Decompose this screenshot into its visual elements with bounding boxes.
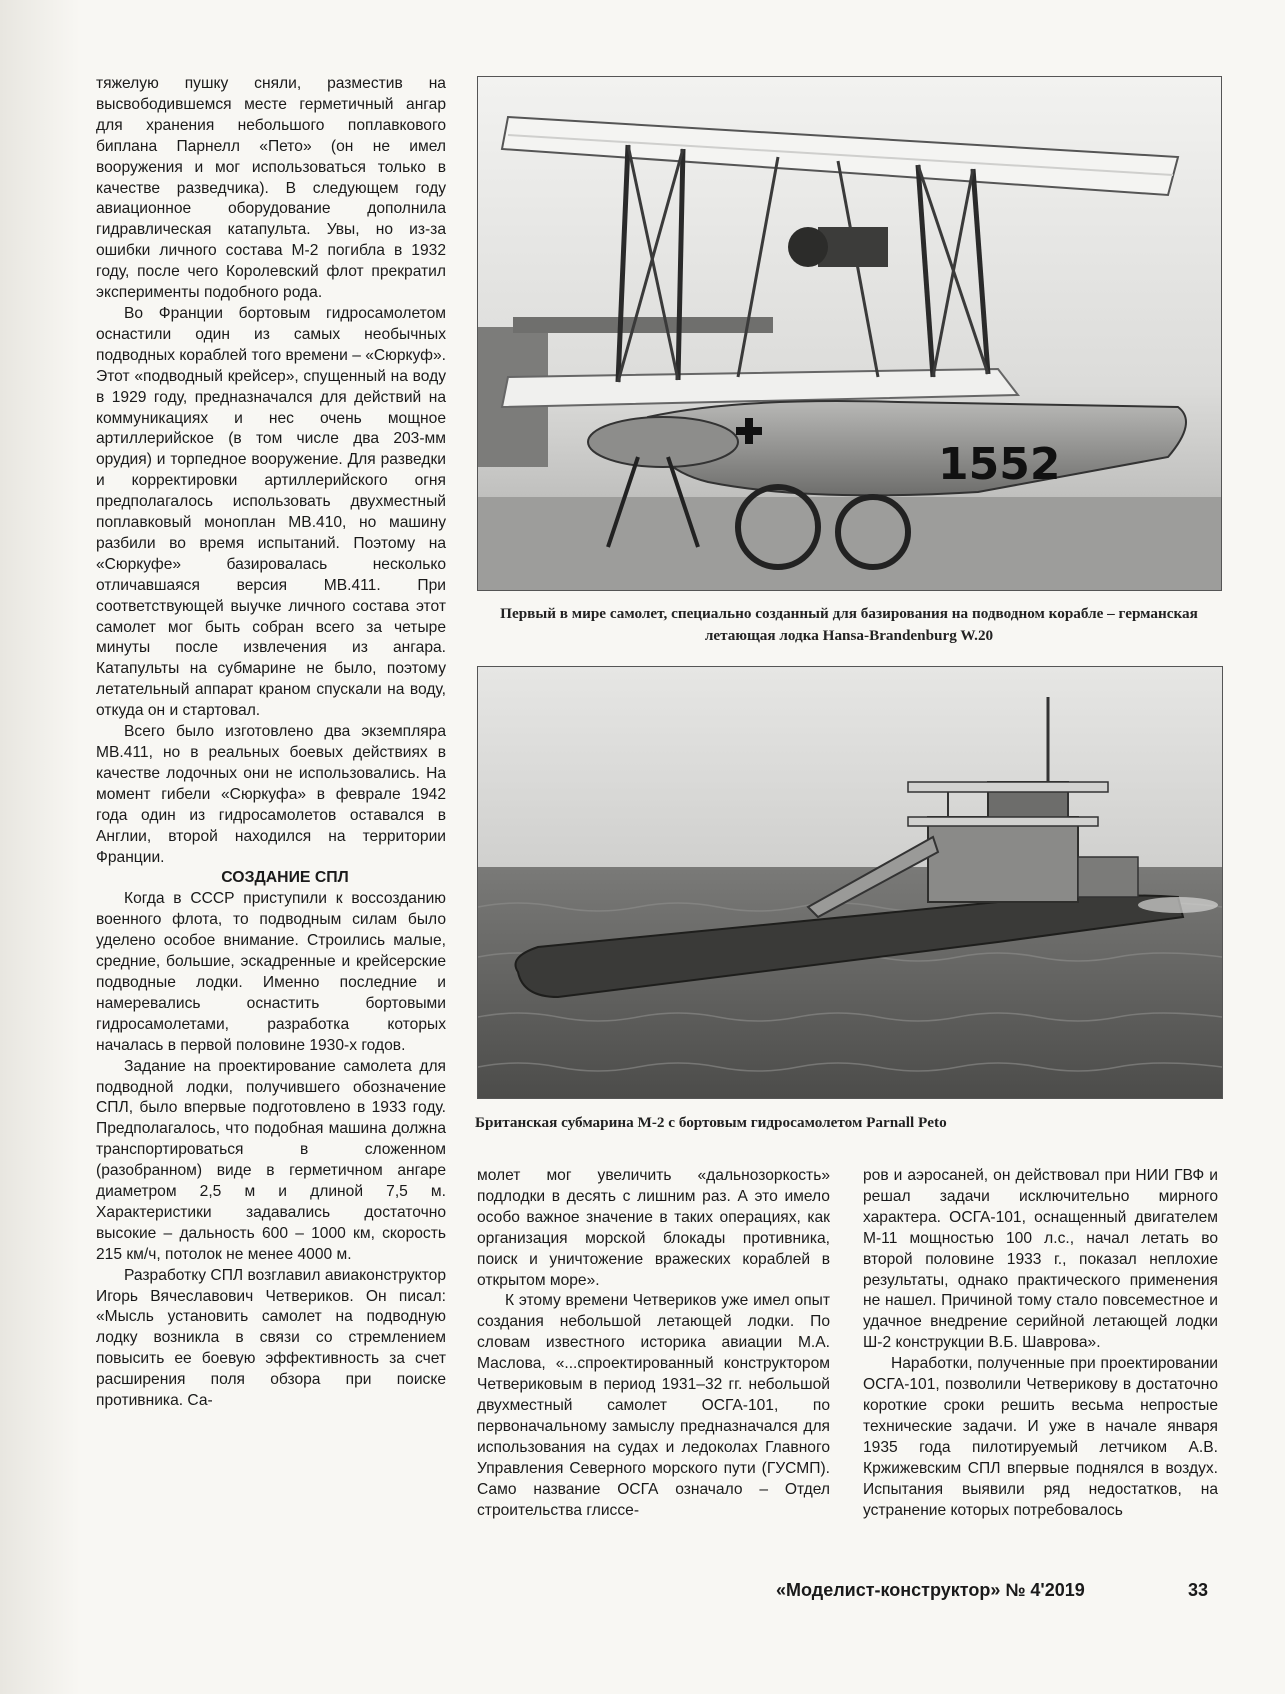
top-photo-caption: Первый в мире самолет, специально созданный для базирования на подводном корабле – германская летающая лодка Hansa-Brandenburg W.20 <box>500 605 1198 644</box>
biplane-illustration <box>478 77 1221 590</box>
left-paragraph-1: тяжелую пушку сняли, разместив на высвободившемся месте герметичный ангар для хранения небольшого поплавкового биплана Парнелл «Пето» (он не имел вооружения и мог использоваться только в качестве разведчика). В следующем году авиационное оборудование дополнила гидравлическая катапульта. Увы, но из-за ошибки личного состава М-2 погибла в 1932 году, после чего Королевский флот прекратил эксперименты подобного рода. <box>96 75 446 302</box>
left-paragraph-2: Во Франции бортовым гидросамолетом оснастили один из самых необычных подводных кораблей того времени – «Сюркуф». Этот «подводный крейсер», спущенный на воду в 1929 году, предназначался для действий на коммуникациях и нес очень мощное артиллерийское (в том числе два 203-мм орудия) и торпедное вооружение. Для разведки и корректировки артиллерийского огня предполагалось использовать двухместный поплавковый моноплан MB.410, но машину разбили во время испытаний. Поэтому на «Сюркуфе» базировалась несколько отличавшаяся версия MB.411. При соответствующей выучке личного состава этот самолет мог быть собран всего за четыре минуты после извлечения из ангара. Катапульты на субмарине не было, поэтому летательный аппарат краном спускали на воду, откуда он и стартовал. <box>96 304 446 720</box>
journal-footer: «Моделист-конструктор» № 4'2019 <box>776 1580 1085 1600</box>
page-number: 33 <box>1188 1580 1209 1600</box>
middle-paragraph-1: молет мог увеличить «дальнозоркость» подлодки в десять с лишним раз. А это имело особо важное значение в таких операциях, как организация морской блокады противника, поиск и уничтожение вражеских кораблей в открытом море». <box>477 1167 830 1289</box>
bottom-photo-caption: Британская субмарина М-2 с бортовым гидросамолетом Parnall Peto <box>475 1114 947 1131</box>
left-paragraph-4: Когда в СССР приступили к воссозданию военного флота, то подводным силам было уделено особое внимание. Строились малые, средние, большие, эскадренные и крейсерские подводные лодки. Именно последние и намеревались оснастить бортовыми гидросамолетами, разработка которых началась в первой половине 1930-х годов. <box>96 890 446 1054</box>
page-gutter-shadow <box>0 0 80 1694</box>
hull-number: 1552 <box>938 439 1061 490</box>
left-text-column <box>96 74 446 1412</box>
middle-text-column <box>477 1166 830 1521</box>
section-heading: СОЗДАНИЕ СПЛ <box>221 869 349 887</box>
middle-paragraph-2: К этому времени Четвериков уже имел опыт создания небольшой летающей лодки. По словам известного историка авиации М.А. Маслова, «...спроектированный конструктором Четвериковым в период 1931–32 гг. небольшой двухместный самолет ОСГА-101, по первоначальному замыслу предназначался для использования на судах и ледоколах Главного Управления Северного морского пути (ГУСМП). Само название ОСГА означало – Отдел строительства глиссе- <box>477 1292 830 1519</box>
submarine-illustration <box>478 667 1222 1098</box>
left-paragraph-3: Всего было изготовлено два экземпляра MB.411, но в реальных боевых действиях в качестве лодочных они не использовались. На момент гибели «Сюркуфа» в феврале 1942 года один из гидросамолетов оставался в Англии, второй находился на территории Франции. <box>96 723 446 866</box>
right-text-column <box>863 1166 1218 1521</box>
left-paragraph-5: Задание на проектирование самолета для подводной лодки, получившего обозначение СПЛ, было впервые подготовлено в 1933 году. Предполагалось, что подобная машина должна транспортироваться в сложенном (разобранном) виде в герметичном ангаре диаметром 2,5 м и длиной 7,5 м. Характеристики задавались достаточно высокие – дальность 600 – 1000 км, скорость 215 км/ч, потолок не менее 4000 м. <box>96 1057 446 1263</box>
photo-hansa-brandenburg-w20 <box>477 76 1222 591</box>
right-paragraph-2: Наработки, полученные при проектировании ОСГА-101, позволили Четверикову в достаточно короткие сроки решить весьма непростые технические задачи. И уже в начале января 1935 года пилотируемый летчиком А.В. Кржижевским СПЛ впервые поднялся в воздух. Испытания выявили ряд недостатков, на устранение которых потребовалось <box>863 1355 1218 1519</box>
right-paragraph-1: ров и аэросаней, он действовал при НИИ ГВФ и решал задачи исключительно мирного характера. ОСГА-101, оснащенный двигателем М-11 мощностью 100 л.с., начал летать во второй половине 1933 г., показал неплохие результаты, однако практического применения не нашел. Причиной тому стало повсеместное и удачное внедрение серийной летающей лодки Ш-2 конструкции В.Б. Шаврова». <box>863 1167 1218 1352</box>
photo-submarine-m2 <box>477 666 1223 1099</box>
left-paragraph-6: Разработку СПЛ возглавил авиаконструктор Игорь Вячеславович Четвериков. Он писал: «Мысль установить самолет на подводную лодку возникла в связи со стремлением повысить ее боевую эффективность за счет расширения поля обзора при поиске противника. Са- <box>96 1266 446 1410</box>
